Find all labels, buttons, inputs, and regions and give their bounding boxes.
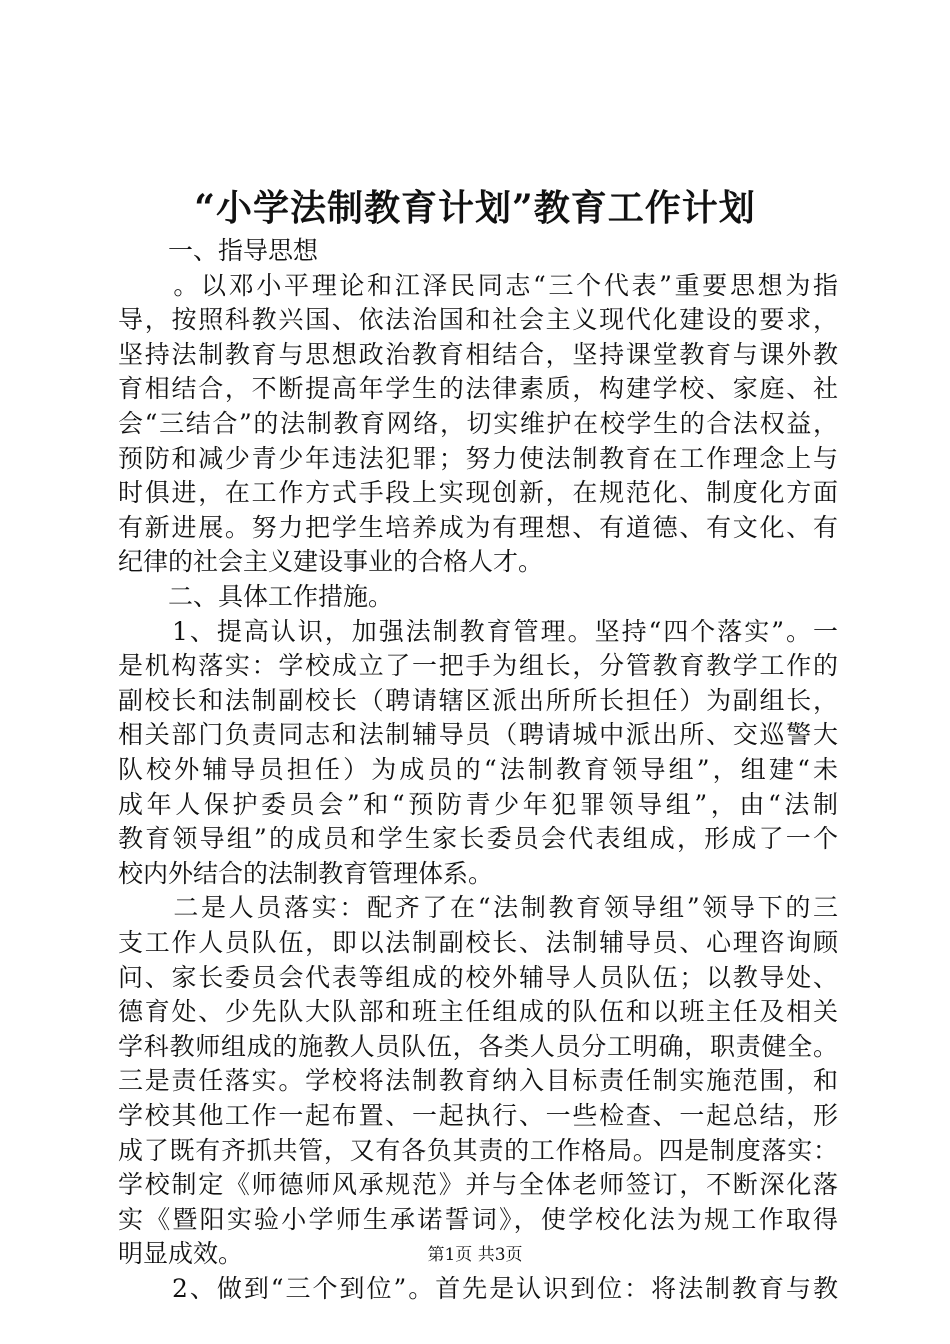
body-text-line: 纪律的社会主义建设事业的合格人才。 bbox=[118, 547, 544, 577]
body-text-line: 支工作人员队伍，即以法制副校长、法制辅导员、心理咨询顾 bbox=[118, 928, 838, 957]
body-text-line: 问、家长委员会代表等组成的校外辅导人员队伍；以教导处、 bbox=[118, 962, 838, 992]
body-text-line: 。以邓小平理论和江泽民同志“三个代表”重要思想为指 bbox=[118, 270, 838, 300]
body-text-line: 三是责任落实。学校将法制教育纳入目标责任制实施范围，和 bbox=[118, 1066, 838, 1096]
body-text-line: 相关部门负责同志和法制辅导员（聘请城中派出所、交巡警大 bbox=[118, 720, 838, 750]
body-text-line: 会“三结合”的法制教育网络，切实维护在校学生的合法权益， bbox=[118, 409, 838, 438]
body-text-line: 学校制定《师德师风承规范》并与全体老师签订，不断深化落 bbox=[118, 1170, 838, 1200]
body-text-line: 预防和减少青少年违法犯罪；努力使法制教育在工作理念上与 bbox=[118, 443, 838, 473]
body-text-line: 1、提高认识，加强法制教育管理。坚持“四个落实”。一 bbox=[118, 616, 838, 646]
body-text-line: 育相结合，不断提高年学生的法律素质，构建学校、家庭、社 bbox=[118, 374, 838, 404]
body-text-line: 校内外结合的法制教育管理体系。 bbox=[118, 858, 494, 888]
body-text-line: 坚持法制教育与思想政治教育相结合，坚持课堂教育与课外教 bbox=[118, 339, 838, 369]
body-text-line: 队校外辅导员担任）为成员的“法制教育领导组”，组建“未 bbox=[118, 755, 838, 784]
body-text-line: 学科教师组成的施教人员队伍，各类人员分工明确，职责健全。 bbox=[118, 1031, 838, 1061]
body-text-line: 二、具体工作措施。 bbox=[118, 582, 394, 611]
body-text-line: 教育领导组”的成员和学生家长委员会代表组成，形成了一个 bbox=[118, 824, 838, 854]
body-text-line: 导，按照科教兴国、依法治国和社会主义现代化建设的要求， bbox=[118, 305, 838, 335]
body-text-line: 时俱进，在工作方式手段上实现创新，在规范化、制度化方面 bbox=[118, 478, 838, 508]
body-text-line: 2、做到“三个到位”。首先是认识到位：将法制教育与教 bbox=[118, 1274, 838, 1303]
body-text-line: 明显成效。 bbox=[118, 1239, 244, 1269]
body-text-line: 学校其他工作一起布置、一起执行、一些检查、一起总结，形 bbox=[118, 1101, 838, 1130]
page-footer: 第1页 共3页 bbox=[427, 1245, 523, 1265]
body-text-line: 是机构落实：学校成立了一把手为组长，分管教育教学工作的 bbox=[118, 651, 838, 681]
body-text-line: 一、指导思想 bbox=[118, 236, 319, 265]
body-text-line: 成了既有齐抓共管，又有各负其责的工作格局。四是制度落实： bbox=[118, 1135, 838, 1165]
body-text-line: 德育处、少先队大队部和班主任组成的队伍和以班主任及相关 bbox=[118, 997, 838, 1027]
body-text-line: 成年人保护委员会”和“预防青少年犯罪领导组”，由“法制 bbox=[118, 789, 838, 819]
body-text-line: 有新进展。努力把学生培养成为有理想、有道德、有文化、有 bbox=[118, 512, 838, 542]
body-text-line: 实《暨阳实验小学师生承诺誓词》，使学校化法为规工作取得 bbox=[118, 1204, 838, 1234]
body-text-line: 二是人员落实：配齐了在“法制教育领导组”领导下的三 bbox=[118, 893, 838, 923]
document-title: “小学法制教育计划”教育工作计划 bbox=[194, 187, 756, 229]
body-text-line: 副校长和法制副校长（聘请辖区派出所所长担任）为副组长， bbox=[118, 685, 838, 715]
